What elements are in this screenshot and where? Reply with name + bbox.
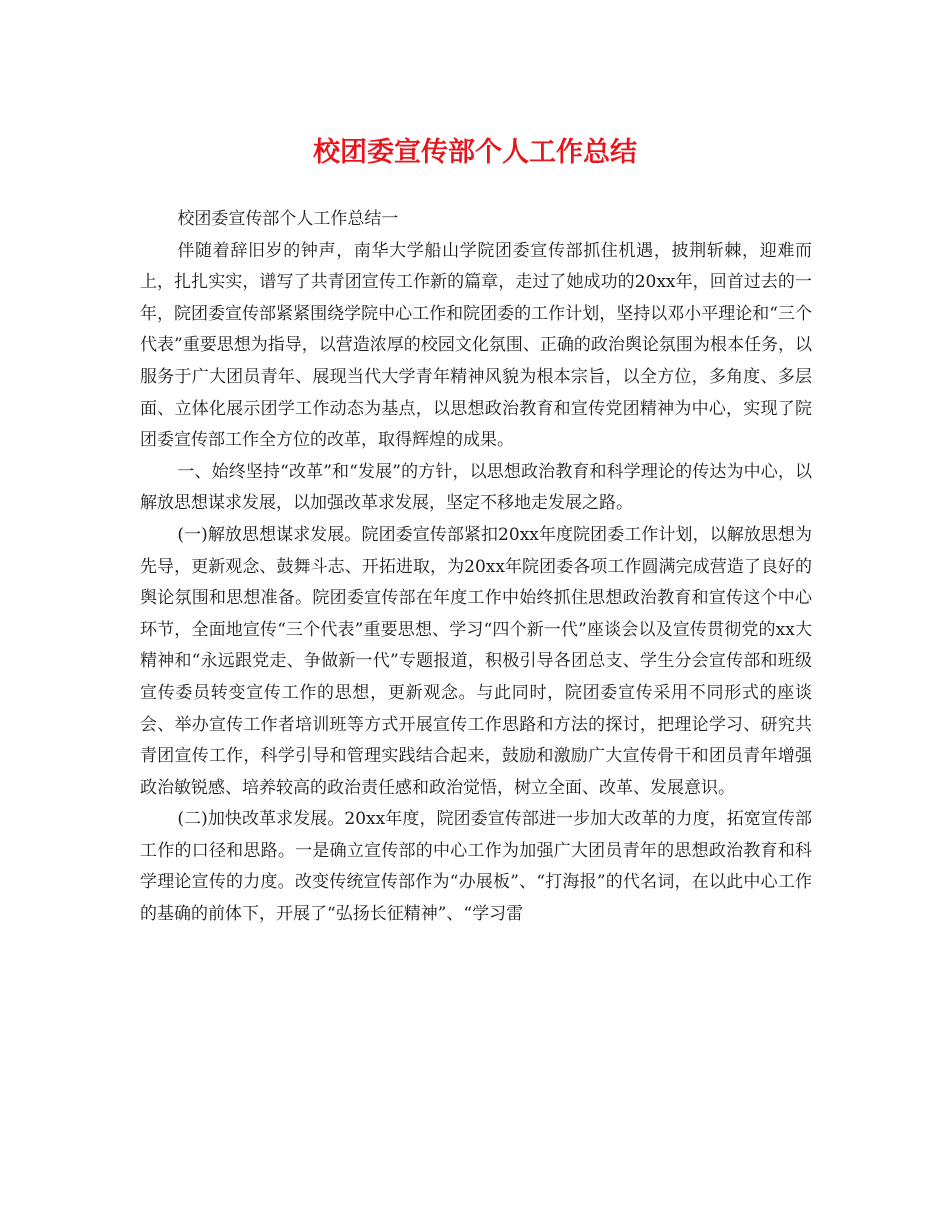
paragraph-subsection-1: (一)解放思想谋求发展。院团委宣传部紧扣20xx年度院团委工作计划，以解放思想为先导，更新观念、鼓舞斗志、开拓进取，为20xx年院团委各项工作圆满完成营造了良好的舆论氛围和思想准备。院团委宣传部在年度工作中始终抓住思想政治教育和宣传这个中心环节，全面地宣传“三个代表”重要思想、学习“四个新一代”座谈会以及宣传贯彻党的xx大精神和“永远跟党走、争做新一代”专题报道，积极引导各团总支、学生分会宣传部和班级宣传委员转变宣传工作的思想，更新观念。与此同时，院团委宣传采用不同形式的座谈会、举办宣传工作者培训班等方式开展宣传工作思路和方法的探讨，把理论学习、研究共青团宣传工作，科学引导和管理实践结合起来，鼓励和激励广大宣传骨干和团员青年增强政治敏锐感、培养较高的政治责任感和政治觉悟，树立全面、改革、发展意识。 (140, 524, 812, 798)
paragraph-section-1: 一、始终坚持“改革”和“发展”的方针，以思想政治教育和科学理论的传达为中心，以解放思想谋求发展，以加强改革求发展，坚定不移地走发展之路。 (140, 461, 812, 514)
document-body (140, 204, 812, 931)
paragraph-subtitle: 校团委宣传部个人工作总结一 (177, 209, 399, 229)
paragraph-intro: 伴随着辞旧岁的钟声，南华大学船山学院团委宣传部抓住机遇，披荆斩棘，迎难而上，扎扎实实，谱写了共青团宣传工作新的篇章，走过了她成功的20xx年，回首过去的一年，院团委宣传部紧紧围绕学院中心工作和院团委的工作计划，坚持以邓小平理论和“三个代表”重要思想为指导，以营造浓厚的校园文化氛围、正确的政治舆论氛围为根本任务，以服务于广大团员青年、展现当代大学青年精神风貌为根本宗旨，以全方位，多角度、多层面、立体化展示团学工作动态为基点，以思想政治教育和宣传党团精神为中心，实现了院团委宣传部工作全方位的改革，取得辉煌的成果。 (140, 240, 812, 451)
paragraph-subsection-2: (二)加快改革求发展。20xx年度，院团委宣传部进一步加大改革的力度，拓宽宣传部工作的口径和思路。一是确立宣传部的中心工作为加强广大团员青年的思想政治教育和科学理论宣传的力度。改变传统宣传部作为“办展板”、“打海报”的代名词，在以此中心工作的基确的前体下，开展了“弘扬长征精神”、“学习雷 (140, 809, 812, 925)
document-title: 校团委宣传部个人工作总结 (313, 137, 637, 168)
